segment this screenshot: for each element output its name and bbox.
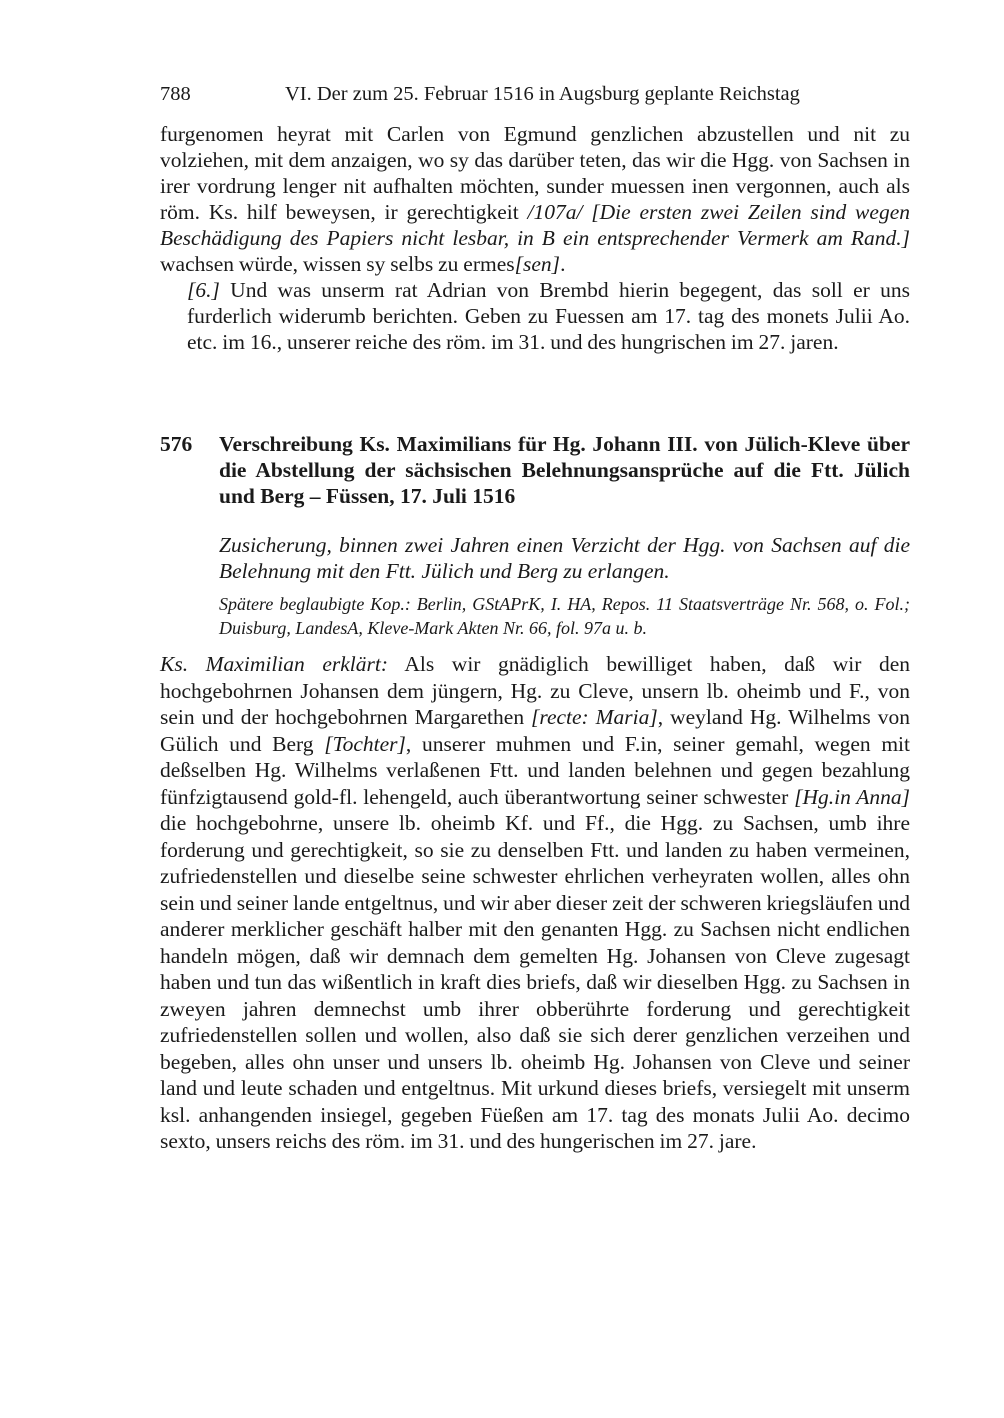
text-run: furgenomen heyrat mit Carlen von Egmund genzlichen abzustellen und nit zu volziehen, mit dem anzaigen, wo sy das darüber teten, das wir die Hgg. von Sachsen in irer vordrung lenger nit aufhalten möchten, sunder muessen inen vergonnen, auch als röm. Ks. hilf beweysen, ir gerechtigkeit xyxy=(160,122,910,224)
entry-number: 576 xyxy=(160,432,193,456)
text-run: Als wir gnädiglich bewilliget haben, daß wir den hochgebohrnen Johansen dem jüngern, Hg. zu Cleve, unsern lb. oheimb und F., von sein und der hochgebohrnen Margarethen xyxy=(160,652,910,729)
text-run: , unserer muhmen und F.in, seiner gemahl, wegen mit deßselben Hg. Wilhelms verlaßenen Ftt. und landen belehnen und gegen bezahlung fünfzigtausend gold-fl. lehengeld, auch überantwortung seiner schwester xyxy=(160,731,910,809)
editorial-note: [recte: Maria] xyxy=(531,705,658,729)
text-run: Und was unserm rat Adrian von Brembd hierin begegent, das soll er uns furderlich widerumb berichten. Geben zu Fuessen am 17. tag des monets Julii Ao. etc. im 16., unserer reiche des röm. im 31. und des hungrischen im 27. jaren. xyxy=(187,278,910,354)
text-run: die hochgebohrne, unsere lb. oheimb Kf. und Ff., die Hgg. zu Sachsen, umb ihre forderung und gerechtigkeit, so sie zu denselben Ftt. und landen zu haben vermeinen, zufriedenstellen und dieselbe seine schwester ehrlichen verheyraten wollen, alles ohn sein und seiner lande entgeltnus, und wir aber dieser zeit der schweren kriegsläufen und anderer merklicher geschäft halber mit den genanten Hgg. zu Sachsen nicht endlichen handeln mögen, daß wir demnach dem gemelten Hg. Johansen von Cleve zugesagt haben und tun das wißentlich in kraft dies briefs, daß wir dieselben Hgg. zu Sachsen in zweyen jahren demnechst umb ihrer obberührte forderung und gerechtigkeit zufriedenstellen sollen und wollen, also daß sie sich derer genzlichen verzeihen und begeben, alles ohn unser und unsers lb. oheimb Hg. Johansen von Cleve und seiner land und leute schaden und entgeltnus. Mit urkund dieses briefs, versiegelt mit unserm ksl. anhangenden insiegel, gegeben Füeßen am 17. tag des monats Julii Ao. decimo sexto, unsers reichs des röm. im 31. und des hungerischen im 27. jare. xyxy=(160,811,910,1153)
paragraph-6 xyxy=(160,277,910,355)
paragraph-5-continued xyxy=(160,121,910,277)
text-run: wachsen würde, wissen sy selbs zu ermes xyxy=(160,252,515,276)
page-number: 788 xyxy=(160,83,191,105)
paragraph-number: [6.] xyxy=(187,278,220,302)
continued-text xyxy=(160,121,910,355)
running-title: VI. Der zum 25. Februar 1516 in Augsburg geplante Reichstag xyxy=(285,83,800,105)
source-citation: Spätere beglaubigte Kop.: Berlin, GStAPrK, I. HA, Repos. 11 Staatsverträge Nr. 568, o. Fol.; Duisburg, LandesA, Kleve-Mark Akten Nr. 66, fol. 97a u. b. xyxy=(219,594,910,638)
text-run: , weyland Hg. Wilhelms von Gülich und Berg xyxy=(160,705,910,756)
document-body xyxy=(160,651,910,1155)
editorial-completion: [sen] xyxy=(514,252,561,276)
editorial-note: [Tochter] xyxy=(324,731,406,756)
entry-summary: Zusicherung, binnen zwei Jahren einen Verzicht der Hgg. von Sachsen auf die Belehnung mit den Ftt. Jülich und Berg zu erlangen. xyxy=(219,533,910,583)
text-run: . xyxy=(560,252,566,276)
body-lead: Ks. Maximilian erklärt: xyxy=(160,652,388,676)
editorial-note: /107a/ [Die ersten zwei Zeilen sind wegen Beschädigung des Papiers nicht lesbar, in B ein entsprechender Vermerk am Rand.] xyxy=(160,200,910,250)
editorial-note: [Hg.in Anna] xyxy=(794,784,910,809)
running-header xyxy=(160,80,910,108)
entry-title: Verschreibung Ks. Maximilians für Hg. Johann III. von Jülich-Kleve über die Abstellung der sächsischen Belehnungsansprüche auf die Ftt. Jülich und Berg – Füssen, 17. Juli 1516 xyxy=(219,432,910,508)
